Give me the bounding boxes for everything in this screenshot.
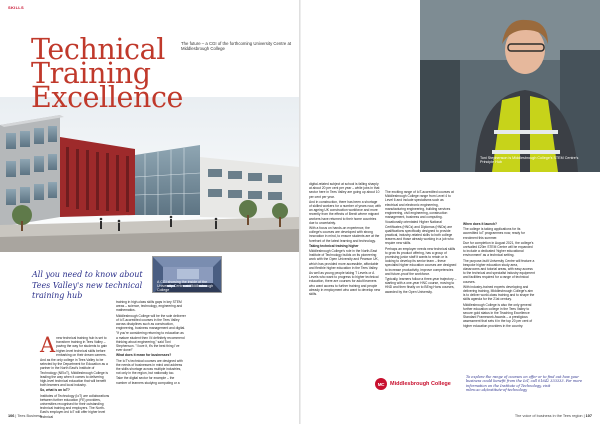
portrait-photo (420, 0, 600, 172)
subheading: What does it mean for businesses? (116, 353, 172, 358)
body-paragraph: With industry-trained experts developing and delivering training, Middlesbrough College's aim is to deliver world-class training and to shape the skills agenda for the 21st century. (463, 284, 535, 302)
body-column-4 (385, 190, 457, 295)
right-folio (515, 414, 592, 418)
college-logo (375, 378, 451, 390)
body-paragraph: Middlesbrough College will be the sole deliverer of IoT-accredited courses in the Tees Valley across disciplines such as construction, engineering, business management and digital. (116, 313, 186, 331)
body-column-5 (463, 222, 535, 329)
subheading: When does it launch? (463, 222, 498, 226)
portrait-illustration (420, 0, 600, 172)
body-paragraph: Typically, learners follow a three-year trajectory – starting with a one-year HNC course, moving to HND and then finally on to BEng Hons courses, awarded by the Open University. (385, 277, 457, 294)
body-paragraph: As well as young people taking T Levels or A Levels who want to progress to higher technical education, there are courses for adult learners who want access to further training and people already in employment who want to develop new skills. (309, 271, 381, 297)
body-paragraph: The college is taking applications for its accredited IoT programmes now, ready for enrolment this summer. (463, 227, 525, 240)
folio-separator: | (15, 414, 18, 418)
body-column-2 (116, 300, 186, 386)
drop-cap: A (40, 333, 56, 357)
body-column-1 (40, 333, 110, 420)
college-logo-text: Middlesbrough College (390, 381, 451, 387)
subheading: Taking technical training higher (309, 243, 359, 248)
body-paragraph: And in construction, there has been a shortage of skilled workers for a number of years now, with an ageing UK construction workforce and more recently from the effects of Brexit where migrant workers have returned to their home countries due to uncertainty. (309, 199, 382, 225)
body-paragraph: Middlesbrough College is also the only general further education college in the Tees Valley to secure gold status in the Teaching Excellence Standard Framework Awards – a prestigious assessment that sets it in the top 20 per cent of higher education providers in the country. (463, 302, 533, 328)
body-paragraph: And as the only college in Tees Valley to be selected by the Department for Education as a partner in the North East's Institute of Technology (NEIoT), Middlesbrough College is leading the way when it comes to delivering high-level technical education that will benefit both learners and local industry. (40, 358, 108, 388)
body-paragraph: The exciting range of IoT-accredited courses at Middlesbrough College range from Level 4 to Level 6 and include specialisms such as electrical and electronic engineering, manufacturing engineering, building services engineering, civil engineering, construction management, business and computing. (385, 190, 454, 220)
body-paragraph: Vocationally orientated Higher National Certificates (HNCs) and Diplomas (HNDs) are qualifications specifically designed to provide practical, industry-related skills to both college leavers and those already working in a job who require new skills. (385, 220, 454, 246)
folio-separator: | (583, 414, 586, 418)
call-to-action-note: To explore the range of courses on offer or to find out how your business could benefit from the IoT, call 01642 333333. For more information on the Institute of Technology, visit mbro.ac.uk/institute-of-technology (466, 375, 583, 392)
subheading: So, what is an IoT? (40, 388, 70, 393)
right-page-number: 107 (585, 414, 592, 418)
portrait-caption: Toni Stephenson is Middlesbrough College's STEM Centre's Principle Hub (480, 156, 579, 165)
body-paragraph: digital-related subject at school is falling sharply at about 20 per cent per year – while jobs in that sector here in Tees Valley are going up about 10 per cent per year. (309, 182, 380, 199)
classroom-image-caption: A CGI showing the inside of the University Centre at Middlesbrough College (157, 280, 214, 293)
building-cgi-image (0, 97, 299, 252)
body-paragraph: With a focus on hands-on experience, the college's courses are developed with strong innovation in mind, to ensure students are at the forefront of the latest learning and technology. (309, 226, 380, 243)
body-paragraph: The purpose-built University Centre will feature a bespoke higher education study area, classrooms and tutorial areas, with easy access to the technical and specialist industry equipment and facilities required for a range of technical courses. (463, 258, 535, 284)
body-paragraph: Middlesbrough College's role in the North-East Institute of Technology builds on its pioneering work with the Open University and Pearson UK, which has provided more accessible, affordable and flexible higher education in the Tees Valley. (309, 249, 379, 270)
body-paragraph: The IoT's technical courses are designed with the needs of businesses in mind and address the skills shortage across multiple industries, not only in the region, but nationally too. (116, 358, 183, 376)
section-tag: SKILLS (8, 5, 25, 10)
publication-tagline: The voice of business in the Tees region (514, 414, 583, 418)
publication-name: Tees Business (17, 414, 42, 418)
college-logo-mark: MC (375, 378, 387, 390)
building-illustration (0, 97, 299, 252)
body-paragraph: "If you're considering returning to education as a mature student then I'd definitely recommend thinking about engineering," said Toni Stephenson. "I love it, it's the best thing I've ever done!" (116, 331, 185, 353)
body-paragraph: Due for completion in August 2021, the college's unrivalled £20m STEM Centre will be expanded to include a dedicated 'higher educational environment' as a technical setting. (463, 240, 534, 258)
body-paragraph (40, 333, 110, 357)
left-folio (8, 414, 42, 418)
body-paragraph: Take the digital sector for example – the number of learners studying computing or a (116, 376, 180, 385)
body-column-3 (309, 182, 381, 297)
body-paragraph-text: new technical training hub is set to transform training in Tees Valley – paving the way for students to gain higher-level technical skills before embarking on their dream careers. (56, 336, 108, 357)
left-page-number: 106 (8, 414, 15, 418)
left-page (0, 0, 299, 424)
title-image-caption: The future – a CGI of the forthcoming University Centre at Middlesbrough College (181, 41, 292, 52)
article-title: Technical Training Excellence (31, 33, 183, 114)
body-paragraph: Institutes of Technology (IoT) are collaborations between further education (FE) providers, universities recognised for their outstanding technical training and employers. The North-East's employer-led IoT will offer higher level technical (40, 393, 110, 419)
standfirst: All you need to know about Tees Valley's new technical training hub (32, 270, 143, 301)
body-paragraph: training in high-class skills gaps in key STEM areas – science, technology, engineering and mathematics. (116, 300, 183, 313)
body-paragraph: Perhaps an employer needs new technical skills to grow its product offering, has a group of promising junior staff it wants to retain or is looking to develop its senior team – these specialist higher education courses are designed to increase productivity, improve competencies and future-proof the workforce. (385, 246, 457, 276)
